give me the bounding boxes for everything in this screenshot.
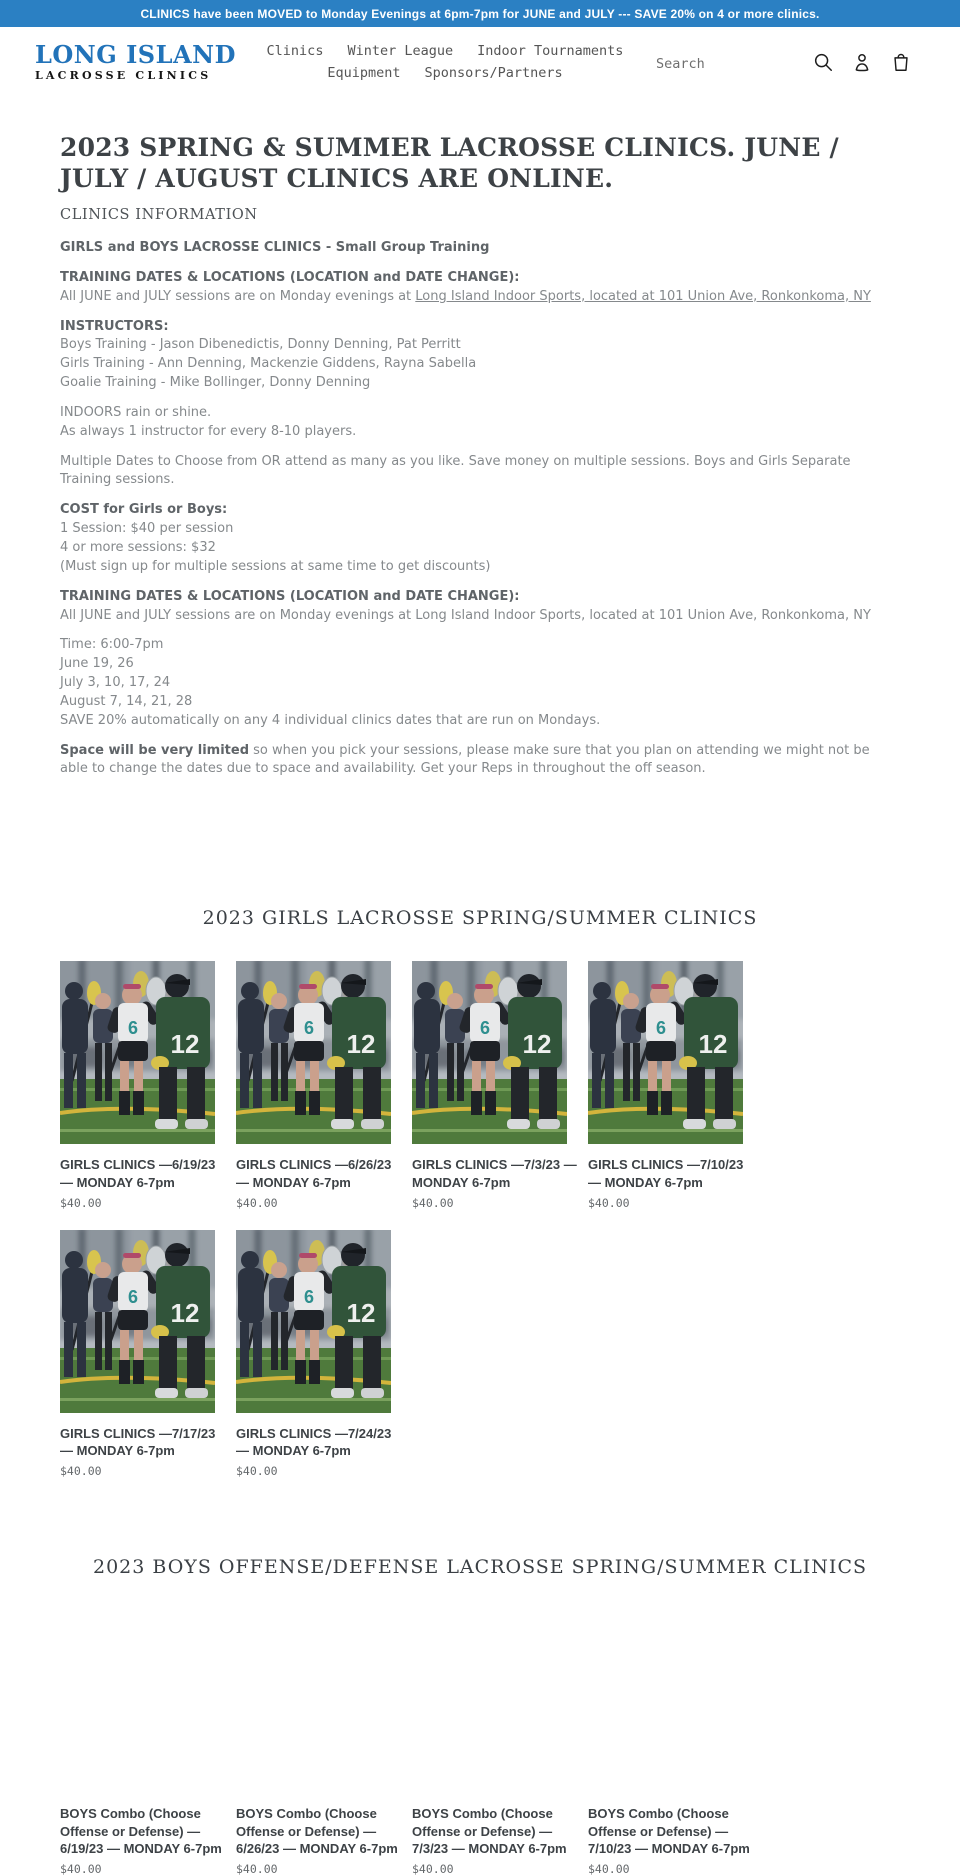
search-icon[interactable] [812, 51, 834, 73]
girls-clinics-section [60, 907, 900, 1478]
product-title: GIRLS CLINICS —7/24/23 — MONDAY 6-7pm [236, 1425, 392, 1459]
paragraph: GIRLS and BOYS LACROSSE CLINICS - Small Group Training [60, 240, 490, 255]
product-image [588, 1610, 743, 1793]
product-price: $40.00 [588, 1862, 630, 1876]
nav-link-winter-league[interactable]: Winter League [347, 43, 454, 59]
product-title: GIRLS CLINICS —7/3/23 — MONDAY 6-7pm [412, 1157, 577, 1190]
product-price: $40.00 [236, 1862, 278, 1876]
girls-section-heading: 2023 GIRLS LACROSSE SPRING/SUMMER CLINICS [202, 907, 758, 930]
product-title: GIRLS CLINICS —6/26/23 — MONDAY 6-7pm [236, 1157, 392, 1190]
cart-icon[interactable] [890, 51, 912, 73]
product-card[interactable] [236, 1610, 412, 1876]
product-image [236, 1230, 391, 1413]
product-card[interactable] [412, 1610, 588, 1876]
product-price: $40.00 [412, 1862, 454, 1876]
account-icon[interactable] [851, 51, 873, 73]
product-title: BOYS Combo (Choose Offense or Defense) — 7/3/23 — MONDAY 6-7pm [412, 1806, 567, 1856]
product-card[interactable] [588, 961, 764, 1210]
paragraph: Time: 6:00-7pm June 19, 26 July 3, 10, 17, 24 August 7, 14, 21, 28 SAVE 20% automatically on any 4 individual clinics dates that are run on Mondays. [60, 637, 601, 728]
header-icons [812, 51, 912, 73]
product-card[interactable] [60, 961, 236, 1210]
search-box [656, 53, 776, 72]
product-price: $40.00 [412, 1195, 454, 1210]
product-image [60, 1610, 215, 1793]
girls-product-grid [60, 961, 900, 1478]
paragraph: INDOORS rain or shine. As always 1 instructor for every 8-10 players. [60, 404, 357, 439]
product-title: BOYS Combo (Choose Offense or Defense) — 7/10/23 — MONDAY 6-7pm [588, 1806, 750, 1856]
product-price: $40.00 [60, 1464, 102, 1479]
boys-section-heading: 2023 BOYS OFFENSE/DEFENSE LACROSSE SPRING/SUMMER CLINICS [93, 1556, 867, 1579]
paragraph: Multiple Dates to Choose from OR attend as many as you like. Save money on multiple sessions. Boys and Girls Separate Training sessions. [60, 453, 851, 488]
logo-title: LONG ISLAND [35, 40, 236, 70]
location-link[interactable]: Long Island Indoor Sports, located at 101 Union Ave, Ronkonkoma, NY [415, 288, 871, 304]
product-title: BOYS Combo (Choose Offense or Defense) — 6/19/23 — MONDAY 6-7pm [60, 1806, 222, 1856]
product-card[interactable] [412, 961, 588, 1210]
product-title: GIRLS CLINICS —7/10/23 — MONDAY 6-7pm [588, 1157, 744, 1190]
paragraph: TRAINING DATES & LOCATIONS (LOCATION and DATE CHANGE): All JUNE and JULY sessions are on Monday evenings at Long Island Indoor Sports, located at 101 Union Ave, Ronkonkoma, NY [60, 269, 871, 304]
product-image [412, 1610, 567, 1793]
paragraph: Space will be very limited so when you pick your sessions, please make sure that you plan on attending we might not be able to change the dates due to space and availability. Get your Reps in throughout the off season. [60, 742, 870, 777]
product-card[interactable] [236, 1230, 412, 1479]
nav-link-equipment[interactable]: Equipment [327, 65, 401, 81]
nav-link-clinics[interactable]: Clinics [266, 43, 324, 59]
clinics-information-heading: CLINICS INFORMATION [60, 207, 258, 223]
product-card[interactable] [236, 961, 412, 1210]
paragraph: COST for Girls or Boys: 1 Session: $40 per session 4 or more sessions: $32 (Must sign up for multiple sessions at same time to get discounts) [60, 502, 491, 574]
site-logo[interactable] [35, 40, 236, 82]
product-title: BOYS Combo (Choose Offense or Defense) — 6/26/23 — MONDAY 6-7pm [236, 1806, 398, 1856]
boys-product-grid [60, 1610, 900, 1876]
clinics-info-body [60, 239, 900, 779]
product-price: $40.00 [588, 1195, 630, 1210]
product-image [60, 961, 215, 1144]
product-card[interactable] [60, 1610, 236, 1876]
paragraph: INSTRUCTORS: Boys Training - Jason Dibenedictis, Donny Denning, Pat Perritt Girls Training - Ann Denning, Mackenzie Giddens, Rayna Sabella Goalie Training - Mike Bollinger, Donny Denning [60, 318, 477, 391]
product-card[interactable] [588, 1610, 764, 1876]
product-card[interactable] [60, 1230, 236, 1479]
main-content [0, 97, 960, 1876]
page-title: 2023 SPRING & SUMMER LACROSSE CLINICS. JUNE / JULY / AUGUST CLINICS ARE ONLINE. [60, 133, 839, 193]
product-image [236, 1610, 391, 1793]
announcement-text: CLINICS have been MOVED to Monday Evenings at 6pm-7pm for JUNE and JULY --- SAVE 20% on 4 or more clinics. [140, 6, 820, 21]
nav-link-indoor-tournaments[interactable]: Indoor Tournaments [477, 43, 624, 59]
search-input[interactable] [656, 56, 776, 72]
product-title: GIRLS CLINICS —7/17/23 — MONDAY 6-7pm [60, 1425, 216, 1459]
product-image [412, 961, 567, 1144]
boys-clinics-section [60, 1556, 900, 1876]
logo-subtitle: LACROSSE CLINICS [35, 68, 212, 82]
nav-link-sponsors-partners[interactable]: Sponsors/Partners [424, 65, 563, 81]
announcement-bar [0, 0, 960, 27]
paragraph: TRAINING DATES & LOCATIONS (LOCATION and DATE CHANGE): All JUNE and JULY sessions are on Monday evenings at Long Island Indoor Sports, located at 101 Union Ave, Ronkonkoma, NY [60, 588, 871, 623]
main-nav [260, 43, 630, 81]
site-header [0, 27, 960, 97]
product-price: $40.00 [236, 1195, 278, 1210]
product-title: GIRLS CLINICS —6/19/23 — MONDAY 6-7pm [60, 1157, 216, 1190]
product-image [236, 961, 391, 1144]
product-price: $40.00 [60, 1195, 102, 1210]
product-price: $40.00 [236, 1464, 278, 1479]
product-image [588, 961, 743, 1144]
product-price: $40.00 [60, 1862, 102, 1876]
product-image [60, 1230, 215, 1413]
